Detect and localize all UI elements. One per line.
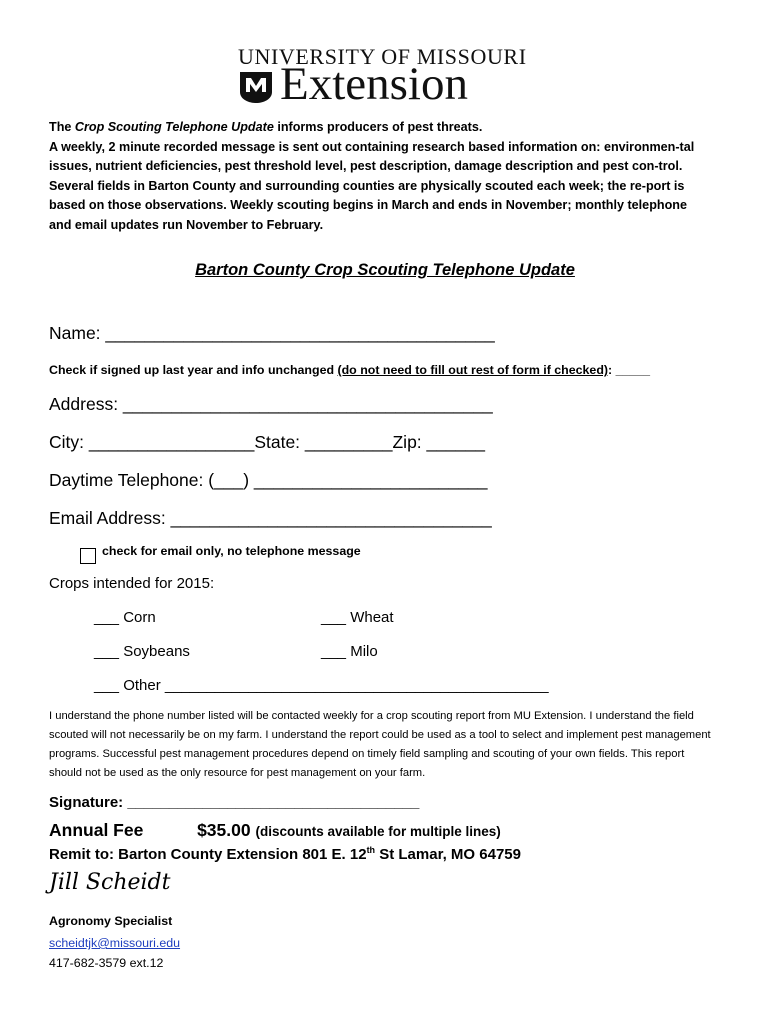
intro-program-title: Crop Scouting Telephone Update: [74, 120, 274, 134]
intro-line1: informs producers of pest threats.: [273, 120, 483, 134]
signature-field[interactable]: Signature: ___________________________________: [49, 794, 420, 811]
intro-prefix: The: [49, 120, 75, 134]
daytime-telephone-field[interactable]: Daytime Telephone: (___) ________________________: [49, 470, 488, 490]
remit-sup: th: [366, 845, 376, 855]
unchanged-label: Check if signed up last year and info unchanged: [49, 363, 338, 377]
remit-text: Remit to: Barton County Extension 801 E. 12: [49, 846, 367, 863]
crop-wheat[interactable]: ___ Wheat: [321, 609, 394, 626]
unchanged-note: (do not need to fill out rest of form if checked): [337, 363, 609, 377]
crops-heading: Crops intended for 2015:: [49, 575, 215, 592]
form-title: Barton County Crop Scouting Telephone Update: [195, 261, 575, 279]
crop-other[interactable]: ___ Other ______________________________________________: [94, 677, 549, 694]
fee-amount: $35.00: [197, 820, 251, 840]
unchanged-checkline[interactable]: [49, 363, 650, 377]
disclaimer-paragraph: I understand the phone number listed will be contacted weekly for a crop scouting report from MU Extension. I understand the field scouted will not necessarily be on my farm. I understand the report could be used as a tool to select and implement pest management programs. Successful pest management procedures depend on timely field sampling and scouting of your own fields. This report should not be used as the only resource for pest management on your farm.: [49, 710, 711, 779]
contact-email-link[interactable]: scheidtjk@missouri.edu: [49, 936, 181, 950]
crop-milo[interactable]: ___ Milo: [321, 643, 378, 660]
remit-rest: St Lamar, MO 64759: [375, 846, 521, 863]
extension-wordmark: Extension: [280, 58, 468, 110]
email-only-checkbox[interactable]: [80, 548, 96, 564]
crop-soybeans[interactable]: ___ Soybeans: [94, 643, 190, 660]
email-only-label: check for email only, no telephone message: [102, 544, 361, 558]
address-field[interactable]: Address: ______________________________________: [49, 394, 493, 414]
fee-note: (discounts available for multiple lines): [255, 824, 501, 839]
mu-shield-logo-icon: [238, 70, 274, 104]
crop-corn[interactable]: ___ Corn: [94, 609, 156, 626]
city-state-zip-field[interactable]: City: _________________State: _________Zip: ______: [49, 432, 485, 452]
university-name: UNIVERSITY OF MISSOURI: [238, 44, 527, 69]
intro-paragraph: [49, 118, 709, 235]
contact-phone: 417-682-3579 ext.12: [49, 956, 164, 970]
handwritten-signature: Jill Scheidt: [49, 870, 171, 895]
remit-address: [49, 845, 521, 863]
name-field[interactable]: Name: ________________________________________: [49, 323, 495, 343]
annual-fee: [49, 820, 501, 841]
intro-body: A weekly, 2 minute recorded message is sent out containing research based information on: environmen-tal issues, nutrient deficiencies, pest threshold level, pest description, damage description and pest con-trol. Several fields in Barton County and surrounding counties are physically scouted each week; the re-port is based on those observations. Weekly scouting begins in March and ends in November; monthly telephone and email updates run November to February.: [49, 139, 695, 232]
unchanged-blank[interactable]: : _____: [608, 363, 651, 377]
fee-label: Annual Fee: [49, 820, 144, 840]
contact-title: Agronomy Specialist: [49, 914, 173, 928]
email-address-field[interactable]: Email Address: _________________________________: [49, 508, 492, 528]
